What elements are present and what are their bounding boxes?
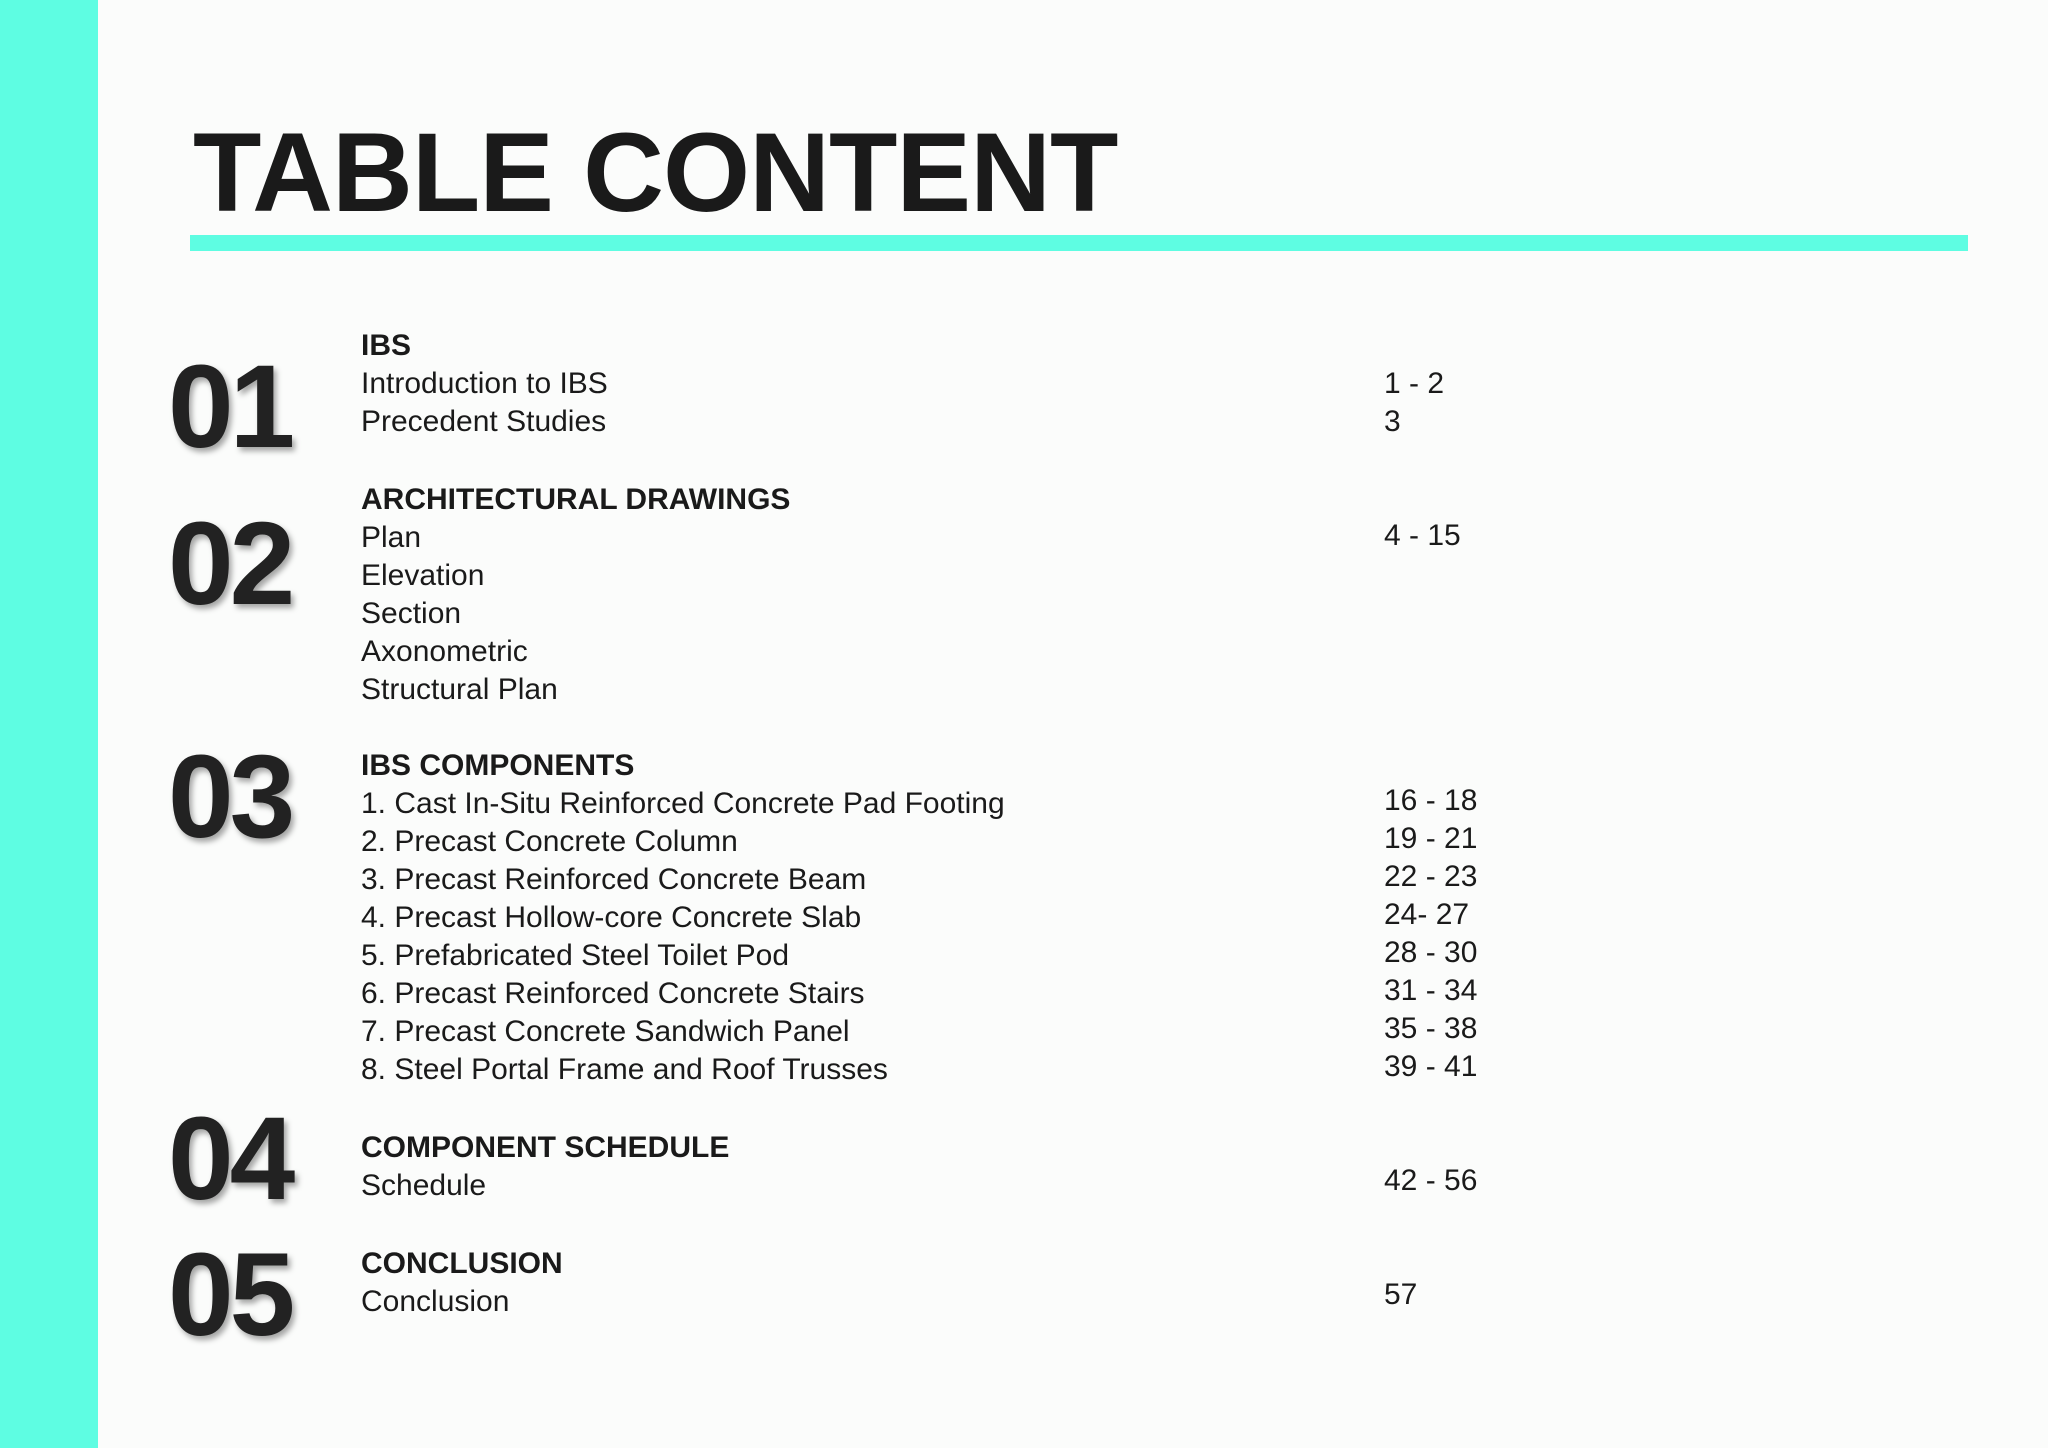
toc-pages-introduction-to-ibs: 1 - 2	[1384, 367, 1445, 400]
toc-item-introduction-to-ibs: Introduction to IBS	[361, 367, 608, 400]
section-number-03: 03	[168, 731, 292, 863]
toc-pages-concrete-stairs: 31 - 34	[1384, 974, 1478, 1007]
section-number-05: 05	[168, 1229, 292, 1361]
section-heading-conclusion: CONCLUSION	[361, 1247, 563, 1280]
section-number-04: 04	[168, 1093, 292, 1225]
toc-pages-schedule: 42 - 56	[1384, 1164, 1478, 1197]
toc-pages-portal-frame: 39 - 41	[1384, 1050, 1478, 1083]
toc-item-sandwich-panel: 7. Precast Concrete Sandwich Panel	[361, 1015, 850, 1048]
toc-item-concrete-stairs: 6. Precast Reinforced Concrete Stairs	[361, 977, 865, 1010]
toc-item-schedule: Schedule	[361, 1169, 487, 1202]
section-number-02: 02	[168, 498, 292, 630]
toc-pages-conclusion: 57	[1384, 1278, 1418, 1311]
toc-pages-sandwich-panel: 35 - 38	[1384, 1012, 1478, 1045]
toc-item-structural-plan: Structural Plan	[361, 673, 558, 706]
section-heading-ibs: IBS	[361, 329, 412, 362]
toc-item-elevation: Elevation	[361, 559, 485, 592]
section-heading-architectural-drawings: ARCHITECTURAL DRAWINGS	[361, 483, 791, 516]
toc-item-pad-footing: 1. Cast In-Situ Reinforced Concrete Pad Footing	[361, 787, 1005, 820]
toc-pages-plan: 4 - 15	[1384, 519, 1461, 552]
toc-item-precedent-studies: Precedent Studies	[361, 405, 607, 438]
page-title: TABLE CONTENT	[193, 110, 1118, 235]
toc-pages-hollow-core-slab: 24- 27	[1384, 898, 1470, 931]
toc-pages-toilet-pod: 28 - 30	[1384, 936, 1478, 969]
section-heading-component-schedule: COMPONENT SCHEDULE	[361, 1131, 730, 1164]
toc-item-concrete-column: 2. Precast Concrete Column	[361, 825, 738, 858]
toc-pages-pad-footing: 16 - 18	[1384, 784, 1478, 817]
toc-item-section: Section	[361, 597, 462, 630]
section-heading-ibs-components: IBS COMPONENTS	[361, 749, 635, 782]
toc-item-concrete-beam: 3. Precast Reinforced Concrete Beam	[361, 863, 867, 896]
toc-item-toilet-pod: 5. Prefabricated Steel Toilet Pod	[361, 939, 790, 972]
left-accent-bar	[0, 0, 98, 1448]
toc-pages-concrete-column: 19 - 21	[1384, 822, 1478, 855]
title-underline	[190, 235, 1968, 251]
section-number-01: 01	[168, 341, 292, 473]
toc-item-conclusion: Conclusion	[361, 1285, 510, 1318]
toc-pages-precedent-studies: 3	[1384, 405, 1401, 438]
toc-item-portal-frame: 8. Steel Portal Frame and Roof Trusses	[361, 1053, 888, 1086]
toc-item-plan: Plan	[361, 521, 422, 554]
toc-item-axonometric: Axonometric	[361, 635, 528, 668]
toc-pages-concrete-beam: 22 - 23	[1384, 860, 1478, 893]
toc-item-hollow-core-slab: 4. Precast Hollow-core Concrete Slab	[361, 901, 862, 934]
